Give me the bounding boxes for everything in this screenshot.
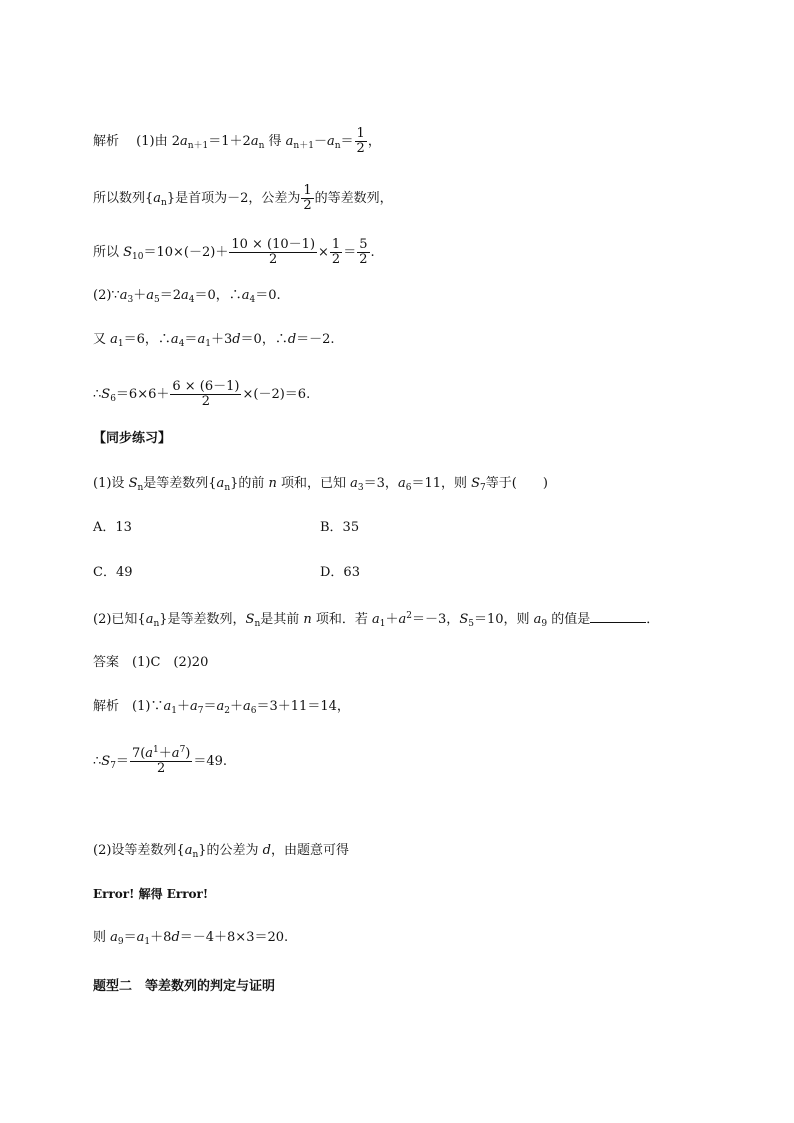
solution-line-5: 又 $a_1=6$，$\therefore a_4=a_1+3d=0$，∴d＝－2. — [93, 332, 335, 349]
fraction: $\frac{1}{2}$ — [303, 183, 312, 213]
fraction: $\frac{6 \times (6-1)}{2}$ — [172, 379, 240, 409]
solution-line-6: $\therefore S_6=6\times 6+$ $\frac{6 \times (6-1)}{2}$ ×(－2)＝6. — [93, 379, 311, 409]
practice-heading: 【同步练习】 — [93, 431, 172, 446]
option-a: A．13 — [93, 520, 132, 535]
solution-label: 解析 — [93, 699, 120, 714]
solution-2-line-2: $\therefore S_7=$ $\frac{7(a^1+a^7)}{2}$ ＝49. — [93, 745, 228, 776]
solution-2-line-1: 解析 $(1)\because a_1+a_7=a_2+a_6=3+11=14$， — [93, 699, 350, 716]
solution-2-line-3: (2)设等差数列$\{a_n\}$的公差为 d，由题意可得 — [93, 843, 349, 860]
answer-label: 答案 — [93, 655, 120, 670]
question-1: (1)设 $S_n$是等差数列$\{a_n\}$的前 n 项和，已知 $a_3=3$，$a_6=11$，则 $S_7$等于( ) — [93, 476, 548, 493]
error-line: Error! 解得 Error! — [93, 887, 209, 901]
solution-line-4: $(2)\because a_3+a_5=2a_4=0$，$\therefore a_4=0$. — [93, 288, 281, 305]
option-b: B．35 — [320, 520, 360, 535]
fill-blank — [590, 610, 646, 623]
solution-2-line-4: 则 $a_9=a_1+8d=-4+8\times 3=20$. — [93, 930, 289, 947]
section-heading: 题型二 等差数列的判定与证明 — [93, 979, 276, 994]
question-2: (2)已知$\{a_n\}$是等差数列，$S_n$是其前 n 项和．若 $a_1+a^2=-3$，$S_5=10$，则 $a_9$ 的值是 ． — [93, 611, 660, 629]
fraction: $\frac{1}{2}$ — [356, 126, 365, 156]
fraction: $\frac{5}{2}$ — [359, 237, 368, 267]
option-c: C．49 — [93, 565, 133, 580]
fraction: $\frac{1}{2}$ — [331, 237, 341, 267]
option-d: D．63 — [320, 565, 360, 580]
fraction: $\frac{7(a^1+a^7)}{2}$ — [131, 745, 191, 776]
solution-label: 解析 — [93, 134, 120, 149]
fraction: $\frac{10 \times (10-1)}{2}$ — [231, 237, 316, 267]
answer-line: 答案 (1)C (2)20 — [93, 655, 209, 670]
solution-line-3: 所以 $S_{10}=10\times(-2)+$ $\frac{10 \times (10-1)}{2}$ × $\frac{1}{2}$ ＝ $\frac{5}{2}$ . — [93, 237, 375, 267]
solution-line-2: 所以数列$\{a_n\}$是首项为－2，公差为 $\frac{1}{2}$ 的等差数列， — [93, 183, 393, 213]
solution-line-1: 解析 (1)由 $2a_{n+1}=1+2a_n$ 得 $a_{n+1}-a_n=$ $\frac{1}{2}$ ， — [93, 126, 381, 156]
